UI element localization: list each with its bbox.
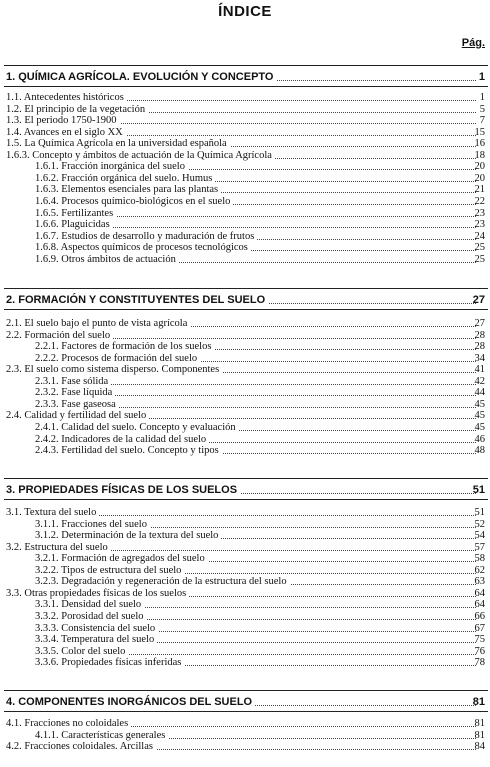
toc-entry[interactable] bbox=[0, 611, 490, 623]
chapter-page: 27 bbox=[472, 294, 485, 306]
leader-dots bbox=[100, 395, 476, 396]
entry-title: 2.4.3. Fertilidad del suelo. Concepto y tipos bbox=[35, 445, 222, 457]
chapter-divider bbox=[4, 288, 488, 289]
chapter-title: 3. PROPIEDADES FÍSICAS DE LOS SUELOS bbox=[6, 483, 240, 497]
chapter-title: 4. COMPONENTES INORGÁNICOS DEL SUELO bbox=[6, 695, 255, 709]
entry-title: 2.4. Calidad y fertilidad del suelo bbox=[6, 410, 149, 422]
entry-page: 81 bbox=[474, 718, 485, 729]
chapter-title: 1. QUÍMICA AGRÍCOLA. EVOLUCIÓN Y CONCEPTO bbox=[6, 70, 277, 84]
chapter-divider bbox=[4, 711, 488, 712]
toc-entry[interactable] bbox=[0, 196, 490, 208]
chapter-divider bbox=[4, 690, 488, 691]
entry-page: 78 bbox=[474, 657, 485, 669]
entry-page: 45 bbox=[474, 421, 485, 433]
chapter-heading[interactable] bbox=[0, 293, 490, 307]
entry-page: 64 bbox=[474, 599, 485, 611]
entry-title: 3.1.1. Fracciones del suelo bbox=[35, 519, 150, 531]
toc-entry[interactable] bbox=[0, 353, 490, 365]
entry-page: 16 bbox=[474, 138, 485, 150]
entry-page: 64 bbox=[474, 587, 485, 599]
page-column-label: Pág. bbox=[461, 37, 485, 49]
entry-title: 1.6.4. Procesos químico-biológicos en el suelo bbox=[35, 196, 233, 208]
leader-dots bbox=[100, 619, 476, 620]
toc-entry[interactable] bbox=[0, 434, 490, 446]
entry-page: 51 bbox=[474, 507, 485, 518]
entry-page: 24 bbox=[474, 230, 485, 242]
toc-entry[interactable] bbox=[0, 341, 490, 353]
entry-title: 3.2. Estructura del suelo bbox=[6, 542, 111, 554]
entry-page: 76 bbox=[474, 645, 485, 657]
toc-entry[interactable] bbox=[0, 634, 490, 646]
toc-entry[interactable] bbox=[0, 553, 490, 565]
entry-page: 54 bbox=[474, 530, 485, 542]
toc-entry[interactable] bbox=[0, 519, 490, 531]
entry-title: 1.6.3. Concepto y ámbitos de actuación de la Química Agrícola bbox=[6, 150, 275, 162]
toc-entry[interactable] bbox=[0, 208, 490, 220]
entry-page: 46 bbox=[474, 433, 485, 445]
leader-dots bbox=[60, 123, 476, 124]
entry-page: 25 bbox=[474, 253, 485, 265]
page-title: ÍNDICE bbox=[218, 3, 272, 20]
entry-title: 1.1. Antecedentes históricos bbox=[6, 92, 127, 104]
entry-page: 58 bbox=[474, 553, 485, 565]
entry-title: 3.2.2. Tipos de estructura del suelo bbox=[35, 565, 184, 577]
toc-entry[interactable] bbox=[0, 242, 490, 254]
toc-entry[interactable] bbox=[0, 565, 490, 577]
toc-entry[interactable] bbox=[0, 599, 490, 611]
entry-page: 52 bbox=[474, 518, 485, 530]
entry-page: 20 bbox=[474, 161, 485, 173]
leader-dots bbox=[100, 407, 476, 408]
entry-page: 75 bbox=[474, 634, 485, 646]
entry-page: 48 bbox=[474, 445, 485, 457]
entry-title: 3.1. Textura del suelo bbox=[6, 507, 99, 519]
chapter-divider bbox=[4, 309, 488, 310]
entry-title: 3.3.1. Densidad del suelo bbox=[35, 599, 144, 611]
toc-entry[interactable] bbox=[0, 92, 490, 104]
entry-page: 41 bbox=[474, 364, 485, 376]
entry-page: 28 bbox=[474, 329, 485, 341]
entry-title: 1.5. La Química Agrícola en la universidad española bbox=[6, 138, 230, 150]
entry-page: 22 bbox=[474, 195, 485, 207]
leader-dots bbox=[100, 227, 476, 228]
entry-page: 23 bbox=[474, 207, 485, 219]
leader-dots bbox=[60, 550, 476, 551]
toc-entry[interactable] bbox=[0, 410, 490, 422]
leader-dots bbox=[60, 338, 476, 339]
entry-title: 2.3.1. Fase sólida bbox=[35, 376, 111, 388]
entry-title: 1.3. El periodo 1750-1900 bbox=[6, 115, 120, 127]
toc-entry[interactable] bbox=[0, 445, 490, 457]
entry-title: 3.3. Otras propiedades físicas de los suelos bbox=[6, 588, 189, 600]
entry-title: 4.1. Fracciones no coloidales bbox=[6, 718, 131, 730]
toc-entry[interactable] bbox=[0, 588, 490, 600]
entry-title: 1.6.9. Otros ámbitos de actuación bbox=[35, 254, 179, 266]
entry-title: 1.6.7. Estudios de desarrollo y maduración de frutos bbox=[35, 231, 257, 243]
toc-entry[interactable] bbox=[0, 507, 490, 519]
toc-entry[interactable] bbox=[0, 376, 490, 388]
toc-entry[interactable] bbox=[0, 330, 490, 342]
toc-entry[interactable] bbox=[0, 161, 490, 173]
entry-title: 3.2.1. Formación de agregados del suelo bbox=[35, 553, 208, 565]
entry-title: 3.3.3. Consistencia del suelo bbox=[35, 623, 158, 635]
entry-title: 2.3.3. Fase gaseosa bbox=[35, 399, 119, 411]
entry-page: 25 bbox=[474, 242, 485, 254]
toc-entry[interactable] bbox=[0, 718, 490, 730]
entry-page: 28 bbox=[474, 341, 485, 353]
entry-title: 2.4.1. Calidad del suelo. Concepto y evaluación bbox=[35, 422, 239, 434]
toc-entry[interactable] bbox=[0, 730, 490, 742]
entry-page: 66 bbox=[474, 610, 485, 622]
entry-page: 45 bbox=[474, 410, 485, 422]
entry-title: 1.4. Avances en el siglo XX bbox=[6, 127, 126, 139]
chapter-page: 1 bbox=[478, 71, 485, 83]
toc-entry[interactable] bbox=[0, 741, 490, 753]
entry-page: 27 bbox=[474, 318, 485, 329]
leader-dots bbox=[100, 607, 476, 608]
entry-title: 2.3. El suelo como sistema disperso. Componentes bbox=[6, 364, 222, 376]
entry-title: 2.2.1. Factores de formación de los suelos bbox=[35, 341, 214, 353]
entry-title: 3.3.5. Color del suelo bbox=[35, 646, 128, 658]
chapter-divider bbox=[4, 65, 488, 66]
entry-page: 7 bbox=[479, 115, 485, 127]
entry-page: 84 bbox=[474, 741, 485, 753]
chapter-divider bbox=[4, 499, 488, 500]
toc-entry[interactable] bbox=[0, 115, 490, 127]
toc-entry[interactable] bbox=[0, 254, 490, 266]
chapter-divider bbox=[4, 478, 488, 479]
chapter-page: 81 bbox=[472, 696, 485, 708]
chapter-title: 2. FORMACIÓN Y CONSTITUYENTES DEL SUELO bbox=[6, 293, 268, 307]
toc-entry[interactable] bbox=[0, 657, 490, 669]
leader-dots bbox=[100, 216, 476, 217]
leader-dots bbox=[60, 515, 476, 516]
leader-dots bbox=[100, 384, 476, 385]
entry-page: 18 bbox=[474, 149, 485, 161]
toc-entry[interactable] bbox=[0, 231, 490, 243]
entry-page: 45 bbox=[474, 398, 485, 410]
entry-page: 57 bbox=[474, 541, 485, 553]
toc-entry[interactable] bbox=[0, 542, 490, 554]
chapter-page: 51 bbox=[472, 484, 485, 496]
entry-page: 42 bbox=[474, 375, 485, 387]
entry-page: 5 bbox=[479, 103, 485, 115]
toc-entry[interactable] bbox=[0, 422, 490, 434]
entry-title: 1.6.8. Aspectos químicos de procesos tecnológicos bbox=[35, 242, 251, 254]
entry-page: 81 bbox=[474, 729, 485, 741]
toc-entry[interactable] bbox=[0, 104, 490, 116]
entry-page: 1 bbox=[479, 92, 485, 103]
chapter-heading[interactable] bbox=[0, 483, 490, 497]
toc-entry[interactable] bbox=[0, 530, 490, 542]
entry-page: 67 bbox=[474, 622, 485, 634]
entry-title: 2.3.2. Fase líquida bbox=[35, 387, 115, 399]
toc-entry[interactable] bbox=[0, 219, 490, 231]
chapter-divider bbox=[4, 86, 488, 87]
entry-title: 1.6.1. Fracción inorgánica del suelo bbox=[35, 161, 188, 173]
toc-entry[interactable] bbox=[0, 184, 490, 196]
entry-title: 1.6.6. Plaguicidas bbox=[35, 219, 113, 231]
entry-page: 62 bbox=[474, 564, 485, 576]
entry-title: 1.6.5. Fertilizantes bbox=[35, 208, 116, 220]
toc-entry[interactable] bbox=[0, 399, 490, 411]
entry-title: 3.3.2. Porosidad del suelo bbox=[35, 611, 147, 623]
entry-page: 63 bbox=[474, 576, 485, 588]
toc-entry[interactable] bbox=[0, 150, 490, 162]
entry-page: 20 bbox=[474, 172, 485, 184]
entry-page: 15 bbox=[474, 126, 485, 138]
entry-title: 3.2.3. Degradación y regeneración de la estructura del suelo bbox=[35, 576, 290, 588]
leader-dots bbox=[100, 654, 476, 655]
entry-page: 23 bbox=[474, 219, 485, 231]
toc-entry[interactable] bbox=[0, 623, 490, 635]
toc-entry[interactable] bbox=[0, 576, 490, 588]
toc-entry[interactable] bbox=[0, 173, 490, 185]
toc-entry[interactable] bbox=[0, 364, 490, 376]
entry-title: 2.4.2. Indicadores de la calidad del suelo bbox=[35, 434, 209, 446]
entry-title: 2.1. El suelo bajo el punto de vista agrícola bbox=[6, 318, 190, 330]
entry-title: 2.2.2. Procesos de formación del suelo bbox=[35, 353, 200, 365]
entry-title: 3.3.4. Temperatura del suelo bbox=[35, 634, 157, 646]
toc-entry[interactable] bbox=[0, 318, 490, 330]
entry-title: 1.6.2. Fracción orgánica del suelo. Humus bbox=[35, 173, 215, 185]
chapter-heading[interactable] bbox=[0, 695, 490, 709]
entry-title: 2.2. Formación del suelo bbox=[6, 330, 113, 342]
toc-entry[interactable] bbox=[0, 127, 490, 139]
entry-page: 21 bbox=[474, 184, 485, 196]
entry-title: 1.2. El principio de la vegetación bbox=[6, 104, 148, 116]
toc-entry[interactable] bbox=[0, 387, 490, 399]
entry-title: 1.6.3. Elementos esenciales para las plantas bbox=[35, 184, 221, 196]
entry-title: 4.2. Fracciones coloidales. Arcillas bbox=[6, 741, 156, 753]
toc-entry[interactable] bbox=[0, 138, 490, 150]
entry-page: 34 bbox=[474, 352, 485, 364]
entry-title: 4.1.1. Características generales bbox=[35, 730, 168, 742]
entry-page: 44 bbox=[474, 387, 485, 399]
entry-title: 3.3.6. Propiedades físicas inferidas bbox=[35, 657, 184, 669]
toc-entry[interactable] bbox=[0, 646, 490, 658]
chapter-heading[interactable] bbox=[0, 70, 490, 84]
entry-title: 3.1.2. Determinación de la textura del suelo bbox=[35, 530, 221, 542]
leader-dots bbox=[100, 527, 476, 528]
